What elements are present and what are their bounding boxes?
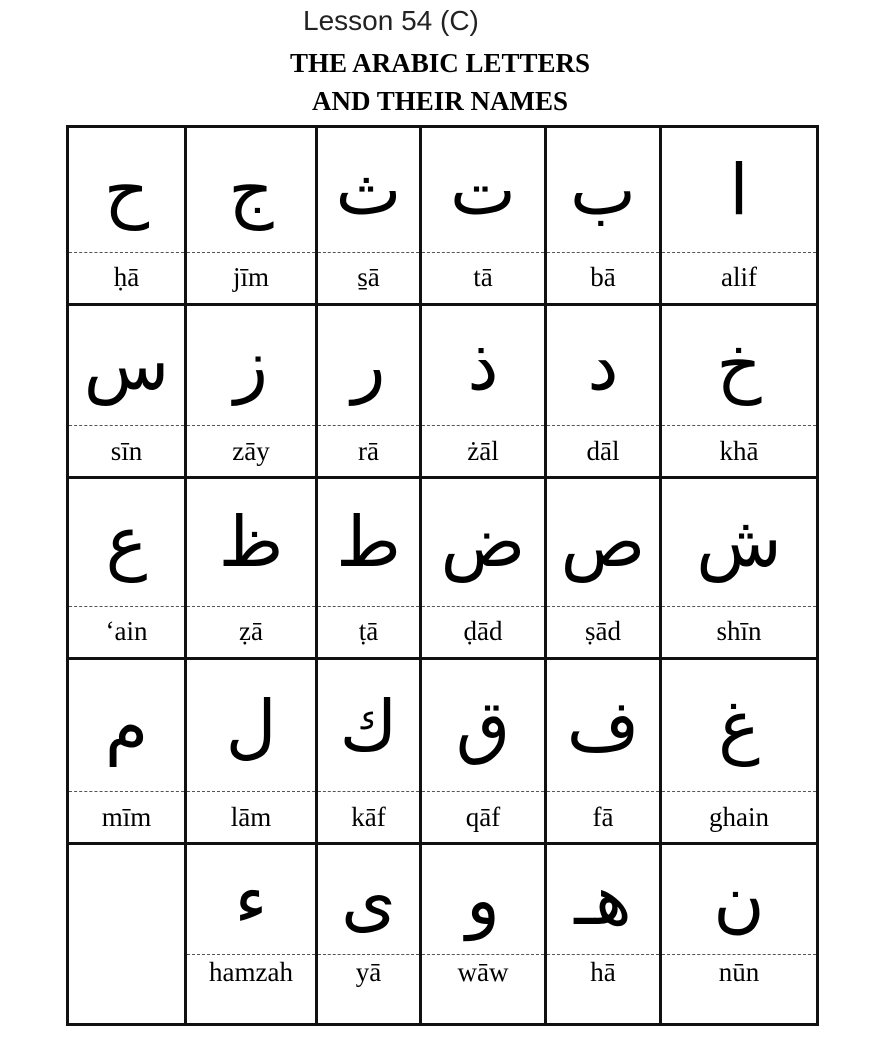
letter-name: żāl [467,435,499,466]
table-row [68,658,818,844]
letter-name: yā [355,957,382,987]
letter-cell [546,127,661,305]
arabic-letter: و [422,845,544,955]
arabic-letter: ص [547,479,659,607]
arabic-letter: ن [662,845,816,955]
arabic-letter: ء [187,845,315,955]
table-row [68,304,818,478]
letter-name: fā [592,801,614,832]
arabic-letter: ر [318,306,419,427]
letter-name: ḥā [113,262,140,293]
letter-name: hā [590,957,616,987]
letter-name: kāf [351,801,386,832]
arabic-letter: م [69,660,184,793]
letter-name: qāf [465,801,501,832]
arabic-letter: ظ [187,479,315,607]
letter-cell [546,844,661,1025]
letter-cell [317,478,421,659]
letter-name: alif [721,262,757,293]
arabic-letter: ى [318,845,419,955]
lesson-number: Lesson 54 (C) [303,5,479,36]
letter-cell [186,304,317,478]
letter-cell [68,658,186,844]
arabic-letter: ا [662,128,816,253]
arabic-letter: هـ [547,845,659,955]
letter-name: bā [590,262,616,293]
letter-name: ‘ain [105,616,148,647]
letter-cell [186,478,317,659]
arabic-letter: ق [422,660,544,793]
letter-name: ẓā [239,616,263,647]
arabic-letter: ز [187,306,315,427]
letter-name: ghain [709,801,769,832]
letter-cell [661,127,818,305]
letter-name: wāw [457,957,509,987]
letter-name: ḍād [463,616,503,647]
letter-name: rā [358,435,379,466]
letter-cell [661,478,818,659]
letter-cell [546,658,661,844]
letter-cell [661,658,818,844]
arabic-letter: ذ [422,306,544,427]
letter-cell [546,478,661,659]
letter-name: shīn [716,616,762,647]
arabic-letters-table [66,125,819,1026]
letter-name: zāy [232,435,270,466]
arabic-letter: ش [662,479,816,607]
letter-cell [421,127,546,305]
arabic-letter: ض [422,479,544,607]
letter-cell [68,127,186,305]
letter-name: jīm [232,262,269,293]
letter-name: dāl [586,435,620,466]
letter-cell [421,304,546,478]
letter-cell [661,304,818,478]
table-row [68,127,818,305]
arabic-letter: ح [69,128,184,253]
letter-name: nūn [718,957,760,987]
letter-name: ṭā [358,616,379,647]
arabic-letter: غ [662,660,816,793]
letter-cell [421,844,546,1025]
arabic-letter: د [547,306,659,427]
letter-cell [546,304,661,478]
letter-cell [317,304,421,478]
letter-name: hamzah [209,957,293,987]
letter-cell [661,844,818,1025]
arabic-letter: ج [187,128,315,253]
letter-cell [68,304,186,478]
page-title-line-1: THE ARABIC LETTERS [289,48,591,78]
letter-cell [317,658,421,844]
page-title-line-2: AND THEIR NAMES [311,86,569,116]
arabic-letter: ث [318,128,419,253]
arabic-letter: ع [69,479,184,607]
arabic-letter: ل [187,660,315,793]
letter-name: lām [230,801,272,832]
letter-cell [317,127,421,305]
arabic-letter: ط [318,479,419,607]
letter-name: ṣād [585,616,621,647]
letter-cell [186,127,317,305]
empty-cell [68,844,186,1025]
letter-cell [186,658,317,844]
table-row [68,844,818,1025]
letter-name: tā [473,262,493,293]
arabic-letter: ك [318,660,419,793]
letter-name: mīm [101,801,152,832]
letter-cell [317,844,421,1025]
letter-name: sīn [110,435,143,466]
arabic-letter: س [69,306,184,427]
letter-name: khā [719,435,759,466]
letter-cell [421,658,546,844]
arabic-letter: ف [547,660,659,793]
arabic-letter: ب [547,128,659,253]
letter-name: s̱ā [357,262,380,293]
arabic-letter: خ [662,306,816,427]
letter-cell [68,478,186,659]
letter-cell [421,478,546,659]
letter-cell [186,844,317,1025]
arabic-letter: ت [422,128,544,253]
table-row [68,478,818,659]
